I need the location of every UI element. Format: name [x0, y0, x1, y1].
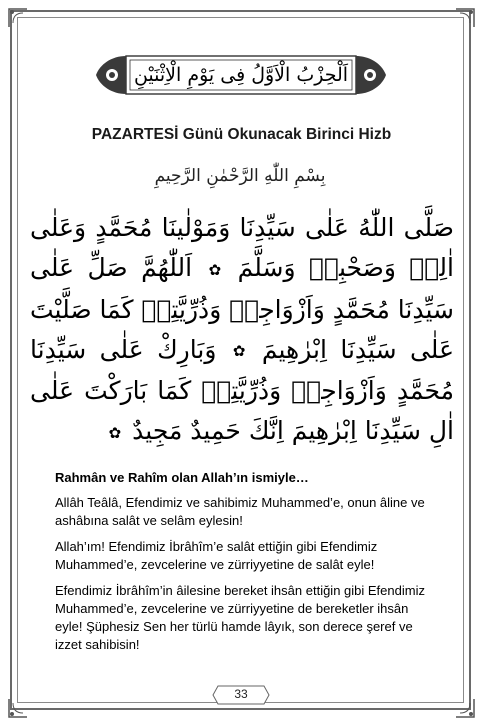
translation-paragraph-2: Allah’ım! Efendimiz İbrâhîm’e salât ettiğin gibi Efendimiz Muhammed’e, zevcelerine ve zürriyyetine de salât eyle! [55, 539, 378, 572]
page-heading: PAZARTESİ Günü Okunacak Birinci Hizb [91, 126, 392, 143]
corner-ornament-icon [454, 697, 476, 719]
page-number-badge [212, 685, 270, 705]
arabic-part-3: وَبَارِكْ عَلٰى سَيِّدِنَا مُحَمَّدٍ وَاَزْوَاجِهٖ وَذُرِّيَّتِهٖ كَمَا بَارَكْتَ عَلٰى اٰلِ سَيِّدِنَا اِبْرٰهِيمَ اِنَّكَ حَمِيدٌ مَجِيدٌ [30, 334, 454, 445]
arabic-part-1: صَلَّى اللّٰهُ عَلٰى سَيِّدِنَا وَمَوْلٰينَا مُحَمَّدٍ وَعَلٰى اٰلِهٖ وَصَحْبِهٖ وَسَلَّمَ [30, 213, 454, 282]
arabic-title: اَلْحِزْبُ الْاَوَّلُ فِى يَوْمِ الْاِثْنَيْنِ [133, 64, 349, 86]
arabic-part-2: اَللّٰهُمَّ صَلِّ عَلٰى سَيِّدِنَا مُحَمَّدٍ وَاَزْوَاجِهٖ وَذُرِّيَّتِهٖ كَمَا صَلَّيْتَ عَلٰى سَيِّدِنَا اِبْرٰهِيمَ [30, 253, 454, 364]
corner-ornament-icon [7, 7, 29, 29]
flower-icon: ✿ [232, 342, 246, 360]
translation-paragraph-3: Efendimiz İbrâhîm’in âilesine bereket ihsân ettiğin gibi Efendimiz Muhammed’e, zevcelerine ve zürriyyetine de bereketler ihsân eyle! Şüphesiz Sen her türlü hamde lâyık, son derece şeref ve izzet sahibisin! [55, 583, 425, 652]
flower-icon: ✿ [208, 260, 222, 279]
page-number: 33 [234, 687, 248, 701]
corner-ornament-icon [7, 697, 29, 719]
arabic-prayer-text [30, 208, 454, 453]
translation-paragraph-1: Allâh Teâlâ, Efendimiz ve sahibimiz Muhammed’e, onun âline ve ashâbına salât ve selâm eylesin! [55, 495, 425, 528]
translation-title: Rahmân ve Rahîm olan Allah’ın ismiyle… [55, 470, 309, 485]
flower-icon: ✿ [108, 423, 122, 442]
title-cartouche [92, 52, 390, 98]
basmala-calligraphy: بِسْمِ اللّٰهِ الرَّحْمٰنِ الرَّحِيمِ [154, 166, 326, 186]
corner-ornament-icon [454, 7, 476, 29]
